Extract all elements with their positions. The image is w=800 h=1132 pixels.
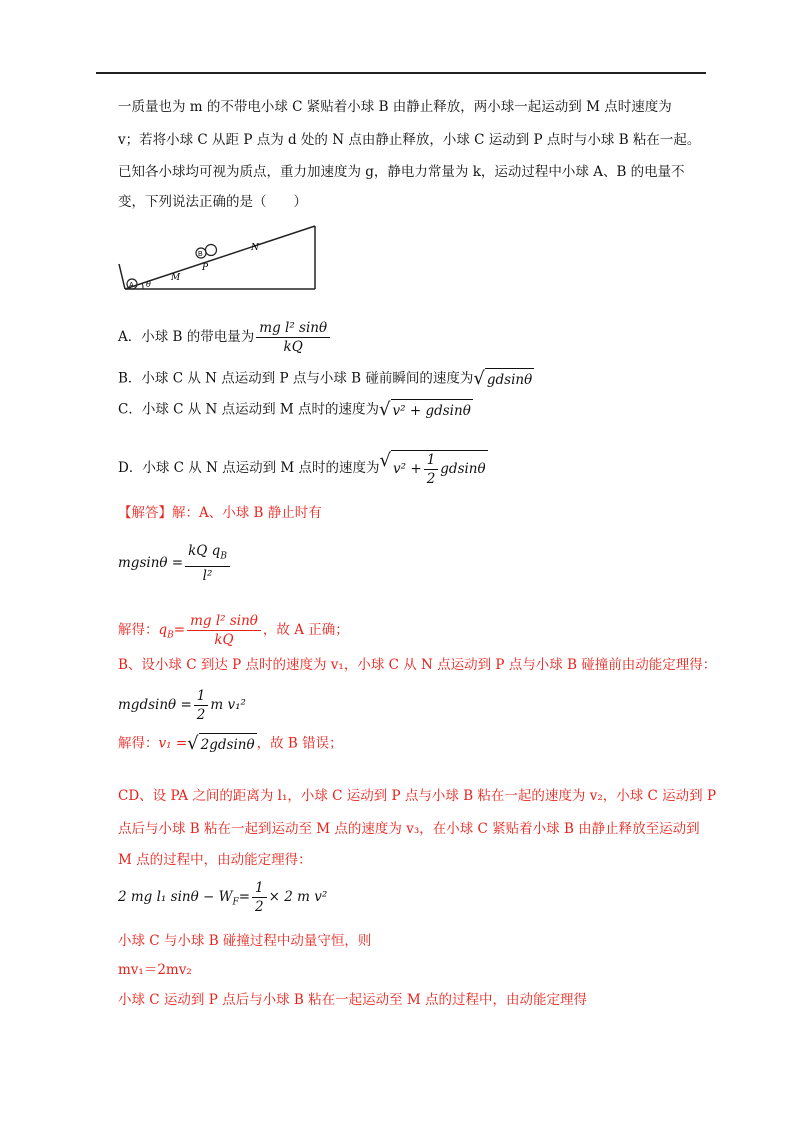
option-c-text: C．小球 C 从 N 点运动到 M 点时的速度为	[118, 401, 380, 418]
equation-2: mgdsinθ = $\frac{1}{2}$ m v₁²	[118, 688, 246, 723]
problem-line-1: 一质量也为 m 的不带电小球 C 紧贴着小球 B 由静止释放，两小球一起运动到 M 点时速度为	[118, 99, 672, 115]
option-b-text: B．小球 C 从 N 点运动到 P 点与小球 B 碰前瞬间的速度为	[118, 370, 474, 387]
option-a-numerator: mg l² sinθ	[256, 320, 330, 338]
label-a: A	[129, 282, 134, 289]
label-n: N	[251, 243, 259, 253]
angle-arc	[142, 283, 143, 289]
solution-cd-line-1: CD、设 PA 之间的距离为 l₁，小球 C 运动到 P 点与小球 B 粘在一起的速度为 v₂，小球 C 运动到 P	[118, 788, 717, 804]
incline-diagram	[115, 222, 320, 297]
problem-line-3: 已知各小球均可视为质点，重力加速度为 g，静电力常量为 k，运动过程中小球 A、B 的电量不	[118, 164, 685, 180]
option-a	[118, 320, 718, 355]
solution-header: 【解答】	[118, 505, 172, 521]
option-c-radicand: v² + gdsinθ	[391, 399, 473, 421]
option-b	[118, 368, 718, 390]
solution-last-line: 小球 C 运动到 P 点后与小球 B 粘在一起运动至 M 点的过程中，由动能定理得	[118, 992, 587, 1008]
ball-c	[206, 245, 217, 256]
option-a-text: A．小球 B 的带电量为	[118, 329, 255, 345]
label-p: P	[202, 263, 209, 273]
problem-line-4: 变，下列说法正确的是（ ）	[118, 194, 307, 210]
option-a-denominator: kQ	[283, 339, 303, 355]
label-theta: θ	[146, 280, 151, 289]
option-d-sqrt: √ v² + $\frac{1}{2}$ gdsinθ	[379, 450, 486, 487]
option-b-radicand: gdsinθ	[485, 368, 534, 390]
problem-line-2: v；若将小球 C 从距 P 点为 d 处的 N 点由静止释放，小球 C 运动到 P 点时与小球 B 粘在一起。	[118, 132, 701, 148]
solution-intro: 解：A、小球 B 静止时有	[172, 505, 322, 521]
option-c	[118, 399, 718, 421]
equation-3: 2 mg l₁ $\sin\theta - W_F=$ $\frac{1}{2}$ × 2 m v²	[118, 880, 328, 915]
header-rule	[96, 72, 706, 74]
option-b-sqrt: √ gdsinθ	[473, 368, 533, 389]
momentum-equation: mv₁＝2mv₂	[118, 962, 192, 978]
equation-1: mgsinθ = $\frac{kQ q_B}{\text{l²}}$	[118, 543, 718, 584]
insulating-stop	[119, 264, 125, 289]
solve-a-line: 解得：$q_B=$ $\frac{\text{mg l² sinθ}}{kQ}$ ，故 A 正确；	[118, 613, 349, 648]
option-c-sqrt: √ v² + gdsinθ	[379, 399, 471, 420]
solution-b-line: B、设小球 C 到达 P 点时的速度为 v₁，小球 C 从 N 点运动到 P 点与小球 B 碰撞前由动能定理得：	[118, 657, 717, 673]
option-a-fraction	[256, 320, 330, 355]
label-b: B	[198, 251, 203, 258]
option-d-radicand: v² + $\frac{1}{2}$ gdsinθ	[393, 452, 486, 487]
solution-cd-line-2: 点后与小球 B 粘在一起到运动至 M 点的速度为 v₃，在小球 C 紧贴着小球 B 由静止释放至运动到	[118, 821, 700, 837]
option-d	[118, 450, 718, 487]
momentum-line: 小球 C 与小球 B 碰撞过程中动量守恒，则	[118, 933, 372, 949]
solution-cd-line-3: M 点的过程中，由动能定理得：	[118, 852, 312, 868]
option-d-text: D．小球 C 从 N 点运动到 M 点时的速度为	[118, 460, 380, 476]
incline-surface	[125, 226, 315, 289]
label-m: M	[171, 273, 181, 283]
solution-header-line	[118, 504, 718, 523]
solve-b-line: 解得：v₁ = √ 2gdsinθ ，故 B 错误；	[118, 733, 343, 754]
